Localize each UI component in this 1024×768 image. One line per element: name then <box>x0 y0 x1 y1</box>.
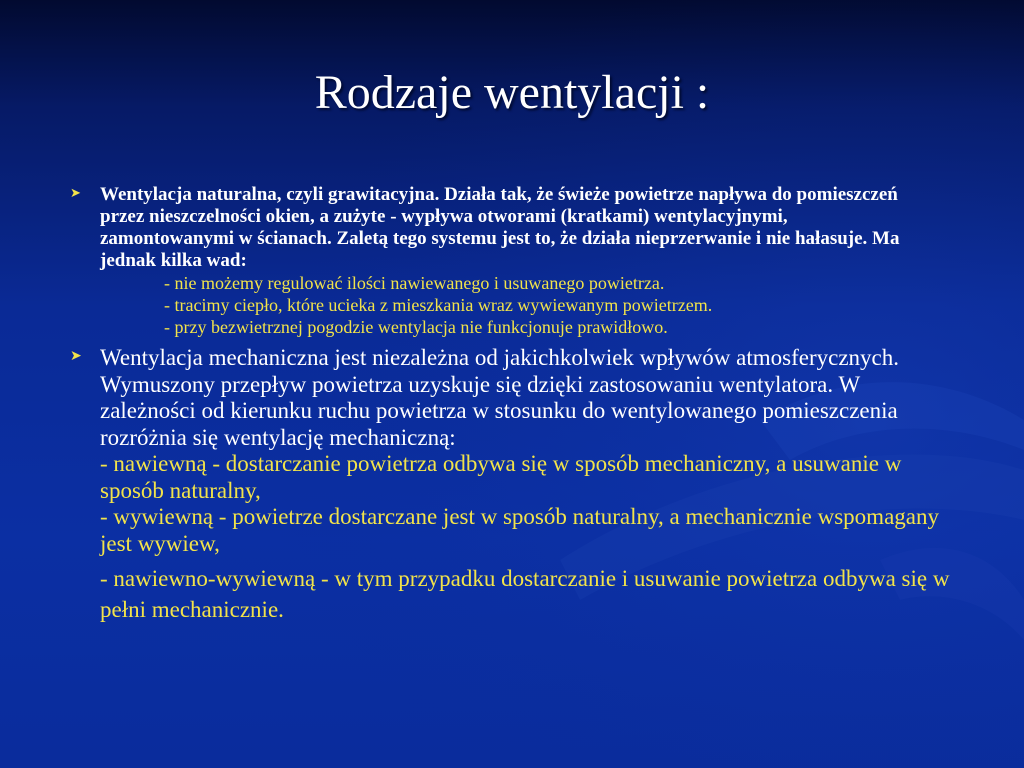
ventilation-type-item: - wywiewną - powietrze dostarczane jest w sposób naturalny, a mechanicznie wspomagany jest wywiew, <box>100 504 939 556</box>
bullet-text: Wentylacja mechaniczna jest niezależna od jakichkolwiek wpływów atmosferycznych. Wymuszony przepływ powietrza uzyskuje się dzięki zastosowaniu wentylatora. W zależności od kierunku ruchu powietrza w stosunku do wentylowanego pomieszczenia rozróżnia się wentylację mechaniczną: <box>100 345 899 450</box>
slide-title: Rodzaje wentylacji : <box>314 66 710 119</box>
bullet-mechanical-ventilation <box>100 345 960 625</box>
arrow-bullet-icon: ➤ <box>70 186 81 201</box>
drawback-item: - tracimy ciepło, które ucieka z mieszkania wraz wywiewanym powietrzem. <box>164 295 713 315</box>
bullet-natural-ventilation <box>100 184 920 338</box>
drawback-item: - nie możemy regulować ilości nawiewanego i usuwanego powietrza. <box>164 273 665 293</box>
drawback-item: - przy bezwietrznej pogodzie wentylacja nie funkcjonuje prawidłowo. <box>164 317 668 337</box>
ventilation-type-item: - nawiewno-wywiewną - w tym przypadku dostarczanie i usuwanie powietrza odbywa się w pełni mechanicznie. <box>100 566 950 622</box>
bullet-text: Wentylacja naturalna, czyli grawitacyjna. Działa tak, że świeże powietrze napływa do pomieszczeń przez nieszczelności okien, a zużyte - wypływa otworami (kratkami) wentylacyjnymi, zamontowanymi w ścianach. Zaletą tego systemu jest to, że działa nieprzerwanie i nie hałasuje. Ma jednak kilka wad: <box>100 184 900 271</box>
ventilation-type-item: - nawiewną - dostarczanie powietrza odbywa się w sposób mechaniczny, a usuwanie w sposób naturalny, <box>100 451 902 503</box>
arrow-bullet-icon: ➤ <box>70 348 82 364</box>
